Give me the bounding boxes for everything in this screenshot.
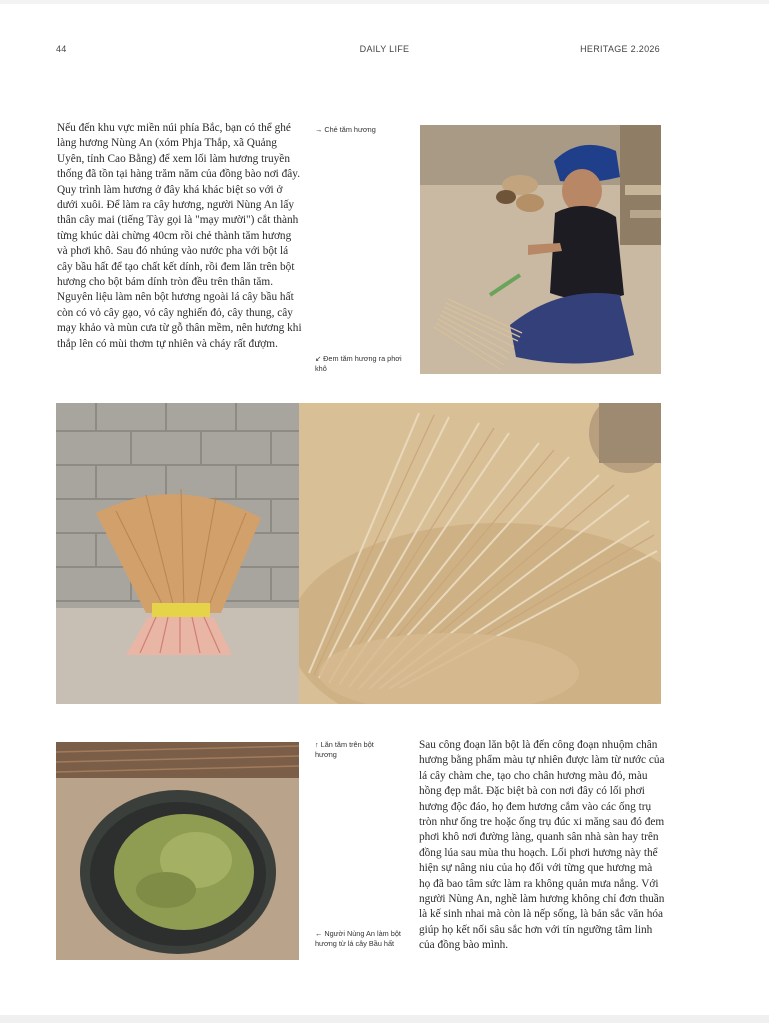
article-paragraph-1: Nếu đến khu vực miền núi phía Bắc, bạn có thể ghé làng hương Nùng An (xóm Phja Thắp, xã Quảng Uyên, tỉnh Cao Bằng) để xem lối làm hương truyền thống đã tồn tại hàng trăm năm của đồng bào nơi đây. Quy trình làm hương ở đây khá khác biệt so với ở dưới xuôi. Để làm ra cây hương, người Nùng An lấy thân cây mai (tiếng Tày gọi là "mạy mười") cắt thành từng khúc dài chừng 40cm rồi chẻ thành tăm hương và phơi khô. Sau đó nhúng vào nước pha với bột lá cây bầu hất để tạo chất kết dính, rồi đem lăn trên bột hương cho bột bám dính tròn đều trên thân tăm. Nguyên liệu làm nên bột hương ngoài lá cây bầu hất còn có vỏ cây gạo, vỏ cây nghiến đỏ, cây thung, cây mạy khảo và mùn cưa từ gỗ thân mềm, nên hương khi thắp lên có mùi thơm tự nhiên và cháy rất đượm. — [57, 122, 302, 350]
caption-split-sticks: → Chẻ tăm hương — [315, 125, 376, 134]
article-paragraph-2: Sau công đoạn lăn bột là đến công đoạn nhuộm chân hương bằng phẩm màu tự nhiên được làm từ nước của lá cây chàm che, tạo cho chân hương màu đỏ, màu hồng đẹp mắt. Đặc biệt bà con nơi đây có lối phơi hương độc đáo, họ đem hương cắm vào các ống trụ tròn như ống tre hoặc ống trụ đúc xi măng sau đó đem phơi khô nơi đường làng, quanh sân nhà sàn hay trên đồng lúa sau mùa thu hoạch. Lối phơi hương này thể hiện sự nâng niu của họ đối với từng que hương mà họ đã bao tâm sức làm ra không quản mưa nắng. Với người Nùng An, nghề làm hương không chỉ đơn thuần là kế sinh nhai mà còn là nếp sống, là bản sắc văn hóa giúp họ kết nối sâu sắc hơn với tín ngưỡng tâm linh của đồng bào mình. — [419, 739, 665, 952]
bottom-edge — [0, 1015, 769, 1023]
photo-green-powder-bowl — [56, 742, 299, 960]
photo-sticks-in-powder — [299, 403, 661, 704]
page-number: 44 — [56, 44, 67, 54]
photo-incense-bundle-wall — [56, 403, 299, 704]
photo-woman-splitting-sticks — [420, 125, 661, 374]
caption-drying-sticks: ↙ Đem tăm hương ra phơi khô — [315, 354, 402, 373]
section-title: DAILY LIFE — [359, 44, 410, 54]
caption-rolling-sticks: ↑ Lăn tăm trên bột hương — [315, 740, 374, 759]
caption-making-powder: ← Người Nùng An làm bột hương từ lá cây Bầu hất — [315, 929, 401, 948]
issue-label: HERITAGE 2.2026 — [580, 44, 660, 54]
top-edge — [0, 0, 769, 4]
